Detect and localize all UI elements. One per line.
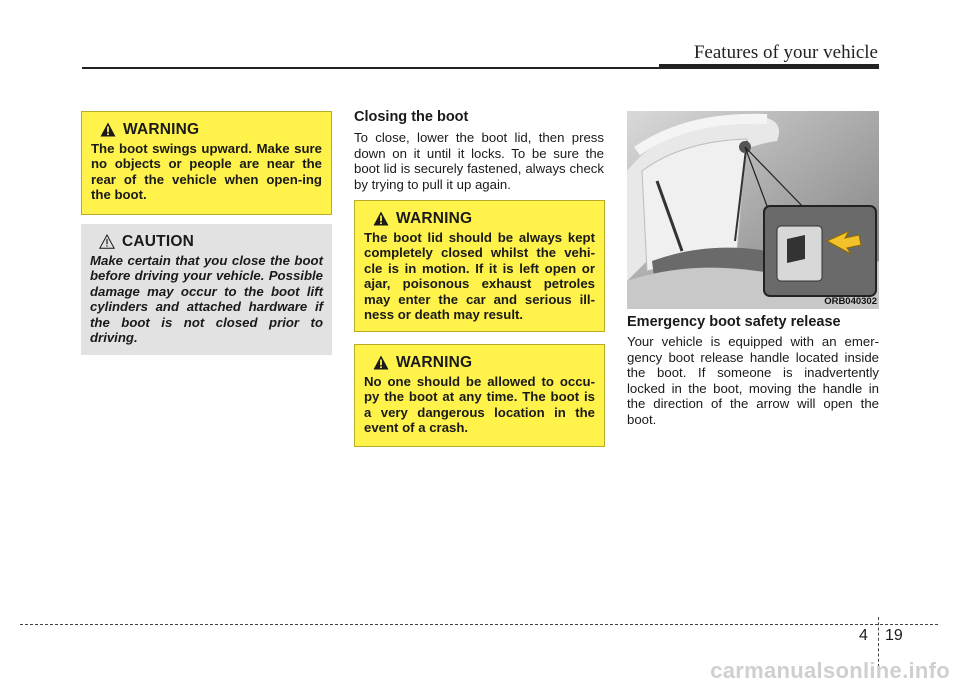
warning-heading-text: WARNING [396,354,473,371]
boot-release-illustration [627,111,879,309]
closing-boot-title: Closing the boot [354,109,469,125]
caution-box-close-boot [81,224,332,355]
header-title: Features of your vehicle [693,42,878,63]
closing-boot-text: To close, lower the boot lid, then press down on it until it locks. To be sure the boot lid is securely fastened, always check by trying to pull it up again. [354,130,604,192]
footer-rule [20,624,938,625]
emergency-release-title: Emergency boot safety release [627,314,841,330]
warning-box-boot-lid [354,200,605,332]
caution-heading-text: CAUTION [122,233,195,250]
warning-body: The boot swings upward. Make sure no objects or people are near the rear of the vehicle when open-ing the boot. [91,140,322,202]
chapter-number: 4 [859,627,868,644]
warning-triangle-icon [373,355,389,370]
header-rule-accent [659,64,879,69]
warning-triangle-icon [100,122,116,137]
watermark: carmanualsonline.info [710,658,950,683]
warning-body: No one should be allowed to occu-py the boot at any time. The boot is a very dangerous location in the event of a crash. [364,373,595,435]
boot-illustration-image [627,111,879,309]
warning-triangle-icon [373,211,389,226]
warning-heading [373,211,595,227]
caution-triangle-icon [99,234,115,249]
warning-heading-text: WARNING [123,121,200,138]
warning-heading-text: WARNING [396,210,473,227]
emergency-release-text: Your vehicle is equipped with an emer-gency boot release handle located inside the boot. If someone is inadvertently locked in the boot, moving the handle in the direction of the arrow will open the boot. [627,334,879,427]
warning-box-occupy-boot [354,344,605,447]
figure-label: ORB040302 [824,296,877,307]
page-number: 19 [885,627,903,644]
warning-box-boot-swings [81,111,332,215]
warning-body: The boot lid should be always kept completely closed whilst the vehi-cle is in motion. If it is left open or ajar, poisonous exhaust petroles may enter the car and serious ill-ness or death may result. [364,229,595,322]
caution-body: Make certain that you close the boot before driving your vehicle. Possible damage may occur to the boot lift cylinders and attached hardware if the boot is not closed prior to driving. [90,252,323,345]
warning-heading [373,355,595,371]
warning-heading [100,122,322,138]
caution-heading [99,234,323,250]
